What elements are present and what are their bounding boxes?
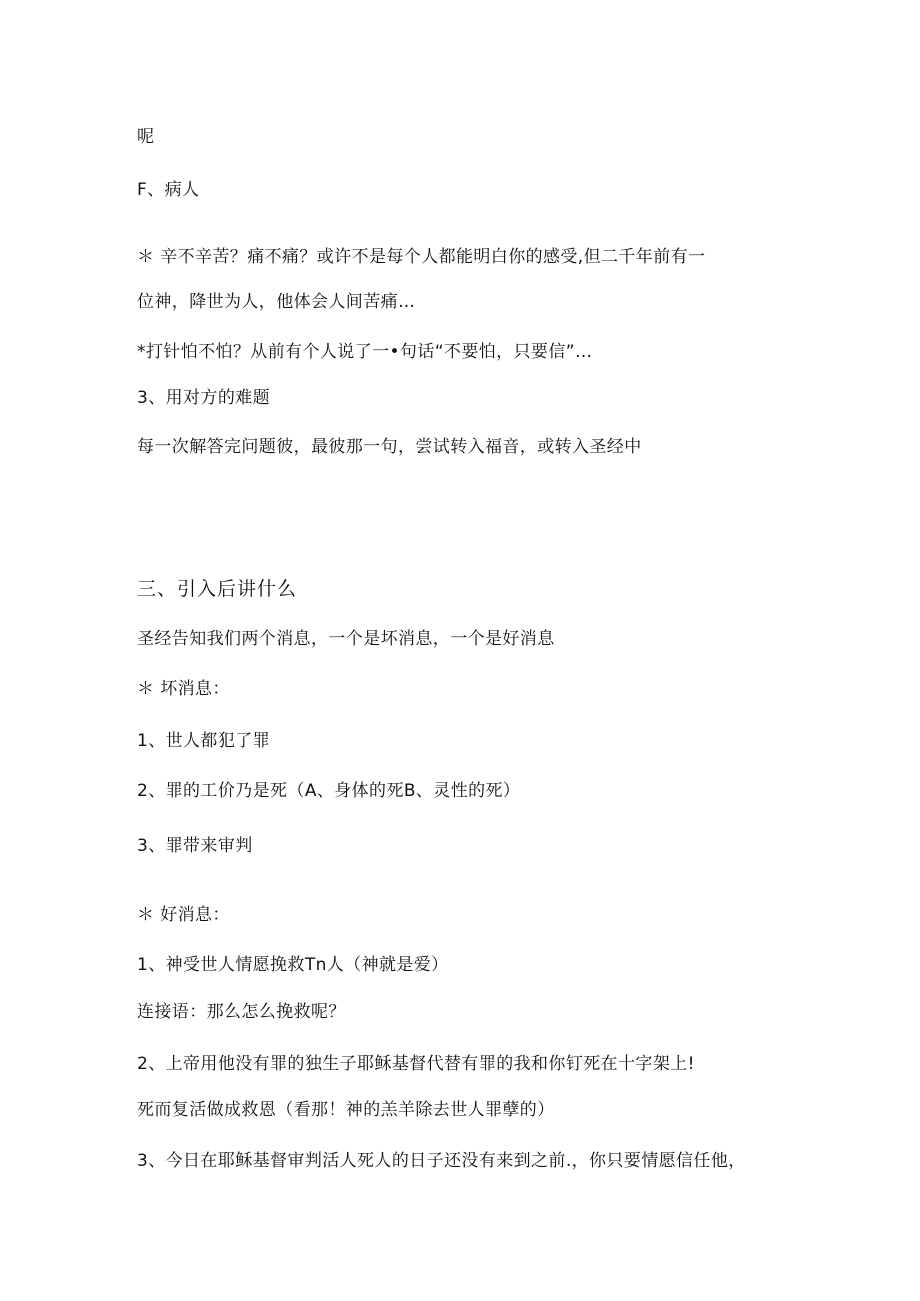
text-line-good-news-1: 1、神受世人情愿挽救Tn人（神就是爱） [137,955,449,975]
text-line-answer-tip: 每一次解答完问题彼，最彼那一句，尝试转入福音，或转入圣经中 [137,437,642,457]
text-line-bullet-suffering: ＊ 辛不辛苦？痛不痛？或许不是每个人都能明白你的感受,但二千年前有一 [137,247,706,267]
text-line-continuation: 呢 [137,127,155,147]
text-line-good-news-2: 2、上帝用他没有罪的独生子耶稣基督代替有罪的我和你钉死在十字架上! [137,1054,695,1074]
text-line-bullet-injection: *打针怕不怕？从前有个人说了一•句话“不要怕，只要信”… [137,342,593,362]
text-line-bad-news-label: ＊ 坏消息： [137,679,230,699]
text-line-suffering-continued: 位神，降世为人，他体会人间苦痛… [137,292,416,312]
text-line-good-news-label: ＊ 好消息： [137,905,230,925]
text-line-item-f: F、病人 [137,180,200,200]
text-line-item-3-difficulty: 3、用对方的难题 [137,388,271,408]
text-line-good-news-3: 3、今日在耶稣基督审判活人死人的日子还没有来到之前.，你只要情愿信任他， [137,1151,746,1171]
text-line-resurrection: 死而复活做成救恩（看那！神的羔羊除去世人罪孽的） [137,1100,555,1120]
section-heading-3: 三、引入后讲什么 [137,578,298,600]
text-line-two-messages: 圣经告知我们两个消息，一个是坏消息，一个是好消息 [137,629,555,649]
text-line-connector: 连接语：那么怎么挽救呢？ [137,1002,346,1022]
text-line-bad-news-3: 3、罪带来审判 [137,836,253,856]
text-line-bad-news-2: 2、罪的工价乃是死（A、身体的死B、灵性的死） [137,781,521,801]
text-line-bad-news-1: 1、世人都犯了罪 [137,731,271,751]
